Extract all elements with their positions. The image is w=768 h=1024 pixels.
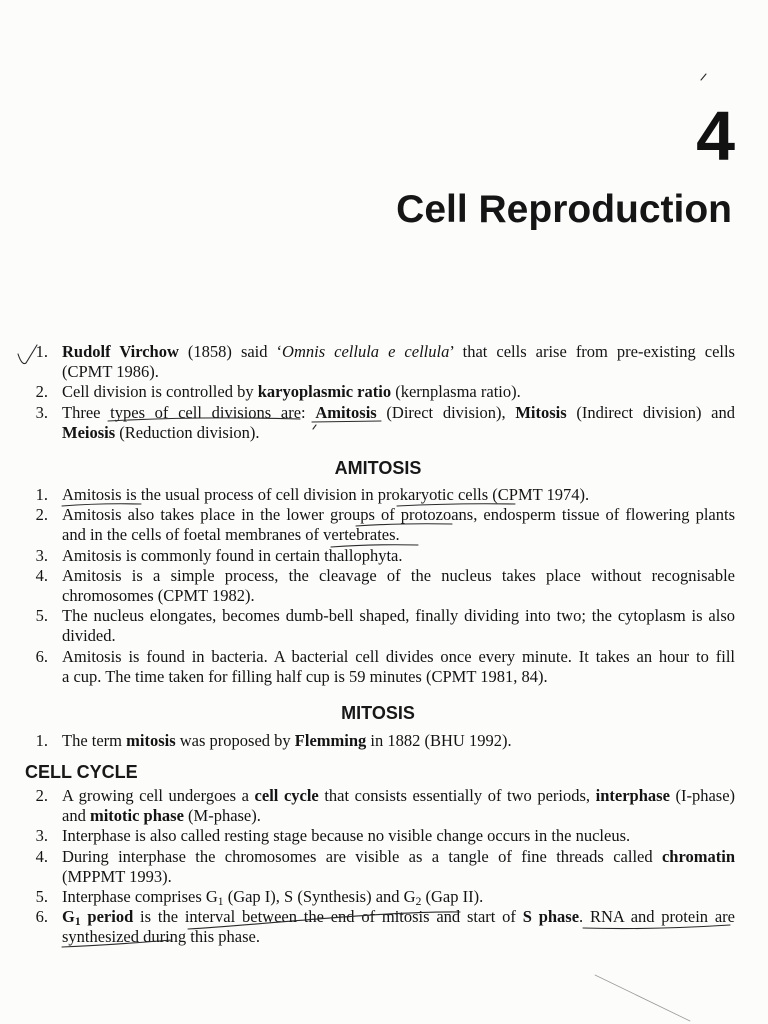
cell-cycle-list — [0, 786, 768, 948]
bold-text: period — [80, 907, 134, 927]
item-number: 1. — [35, 485, 48, 504]
list-item — [0, 606, 768, 646]
item-text — [62, 786, 735, 826]
text-segment: (MPPMT 1993). — [62, 866, 172, 886]
text-line — [62, 342, 735, 362]
list-item — [0, 382, 768, 402]
item-number: 4. — [35, 565, 48, 585]
text-segment: and — [62, 806, 90, 826]
item-text — [62, 606, 735, 646]
item-text — [62, 647, 735, 687]
text-segment: Interphase is also called resting stage because no visible change occurs in the nucleus. — [62, 826, 631, 846]
item-text — [62, 907, 735, 947]
item-text — [62, 566, 735, 606]
list-item — [0, 887, 768, 907]
mitosis-list — [0, 731, 768, 751]
text-line — [62, 626, 735, 646]
text-segment: A growing cell undergoes a — [62, 786, 255, 805]
item-text — [62, 505, 735, 545]
text-segment: Amitosis is commonly found in certain thallophyta. — [62, 545, 403, 565]
bold-text: mitotic phase — [89, 806, 184, 826]
item-number: 3. — [35, 826, 48, 846]
text-segment: chromosomes (CPMT 1982). — [62, 586, 255, 606]
list-item — [0, 786, 768, 826]
list-item — [0, 731, 768, 751]
bold-text: karyoplasmic ratio — [257, 382, 392, 402]
list-item — [0, 342, 768, 382]
text-segment: Amitosis also takes place in the lower groups of protozoans, endosperm tissue of flowering plants — [62, 505, 735, 525]
bold-text: mitosis — [126, 731, 176, 750]
item-number: 2. — [35, 786, 48, 805]
text-segment: Three types of cell divisions are: — [62, 402, 316, 422]
text-line — [62, 362, 735, 382]
item-number: 3. — [35, 402, 48, 422]
bold-text: Meiosis — [62, 422, 116, 442]
text-line — [62, 505, 735, 525]
list-item — [0, 566, 768, 606]
text-line — [62, 806, 735, 826]
subscript-text: 1 — [217, 895, 224, 908]
text-segment: (Reduction division). — [115, 422, 260, 442]
item-text — [62, 847, 735, 887]
text-segment: (Indirect division) and — [566, 402, 736, 422]
pen-stroke — [595, 975, 690, 1021]
text-segment: (M-phase). — [183, 806, 261, 826]
text-line — [62, 566, 735, 586]
italic-text: Omnis cellula e cellula — [282, 342, 450, 361]
item-number: 4. — [35, 846, 48, 866]
text-segment: that consists essentially of two periods, — [318, 786, 596, 805]
item-number: 6. — [35, 907, 48, 927]
item-text — [62, 546, 735, 566]
text-line — [62, 586, 735, 606]
list-item — [0, 546, 768, 566]
text-segment: (Gap II). — [421, 887, 484, 907]
list-item — [0, 826, 768, 846]
item-text — [62, 382, 735, 402]
text-line — [62, 927, 735, 947]
text-line — [62, 382, 735, 402]
text-segment: is the interval between the end of mitosis and start of — [133, 907, 523, 927]
subscript-text: 1 — [74, 916, 81, 929]
text-segment: The nucleus elongates, becomes dumb-bell shaped, finally dividing into two; the cytoplasm is also — [62, 606, 735, 626]
text-line — [62, 403, 735, 423]
bold-text: G — [62, 907, 75, 927]
text-line — [62, 907, 735, 927]
section-heading-cell-cycle: CELL CYCLE — [25, 762, 138, 782]
bold-text: Flemming — [294, 731, 367, 750]
intro-list — [0, 342, 768, 443]
item-text — [62, 731, 735, 751]
text-line — [62, 647, 735, 667]
text-line — [62, 867, 735, 887]
section-heading-mitosis: MITOSIS — [341, 703, 415, 723]
item-number: 3. — [35, 545, 48, 565]
text-segment: divided. — [62, 626, 116, 646]
text-segment: (Gap I), S (Synthesis) and G — [223, 887, 416, 907]
item-number: 6. — [35, 646, 48, 666]
list-item — [0, 403, 768, 443]
list-item — [0, 647, 768, 687]
item-number: 5. — [35, 606, 48, 626]
item-text — [62, 342, 735, 382]
item-number: 5. — [35, 887, 48, 907]
text-segment: and in the cells of foetal membranes of vertebrates. — [62, 525, 400, 545]
text-line — [62, 786, 735, 806]
bold-text: chromatin — [661, 846, 735, 866]
text-line — [62, 546, 735, 566]
chapter-number: 4 — [696, 97, 735, 175]
text-segment: ’ that cells arise from pre-existing cells — [449, 342, 735, 361]
item-text — [62, 887, 735, 907]
text-segment: (I-phase) — [669, 786, 736, 805]
item-number: 2. — [35, 505, 48, 525]
item-text — [62, 826, 735, 846]
text-line — [62, 525, 735, 545]
list-item — [0, 485, 768, 505]
text-segment: During interphase the chromosomes are visible as a tangle of fine threads called — [62, 846, 662, 866]
text-segment: . RNA and protein are — [579, 907, 735, 927]
text-segment: (1858) said ‘ — [178, 342, 283, 361]
text-line — [62, 826, 735, 846]
subscript-text: 2 — [415, 895, 422, 908]
text-line — [62, 423, 735, 443]
text-segment: a cup. The time taken for filling half cup is 59 minutes (CPMT 1981, 84). — [62, 666, 548, 686]
text-line — [62, 667, 735, 687]
pen-tick-mark — [701, 74, 706, 80]
item-text — [62, 403, 735, 443]
amitosis-list — [0, 485, 768, 687]
bold-text: S phase — [522, 907, 580, 927]
text-segment: Amitosis is a simple process, the cleavage of the nucleus takes place without recognisable — [62, 565, 735, 585]
bold-text: cell cycle — [254, 786, 319, 805]
text-line — [62, 606, 735, 626]
text-segment: was proposed by — [175, 731, 295, 750]
bold-text: Rudolf Virchow — [62, 342, 179, 361]
list-item — [0, 847, 768, 887]
text-line — [62, 485, 735, 505]
item-number: 1. — [35, 342, 48, 361]
text-line — [62, 887, 735, 907]
text-segment: (Direct division), — [376, 402, 516, 422]
text-segment: Interphase comprises G — [62, 887, 218, 907]
text-segment: synthesized during this phase. — [62, 927, 260, 947]
text-segment: Amitosis is found in bacteria. A bacterial cell divides once every minute. It takes an hour to fill — [62, 646, 735, 666]
bold-text: Amitosis — [315, 402, 377, 422]
item-number: 1. — [35, 731, 48, 750]
text-segment: The term — [62, 731, 127, 750]
bold-text: Mitosis — [515, 402, 567, 422]
text-line — [62, 731, 735, 751]
text-segment: in 1882 (BHU 1992). — [366, 731, 512, 750]
list-item — [0, 907, 768, 947]
text-segment: Amitosis is the usual process of cell division in prokaryotic cells (CPMT 1974). — [62, 485, 590, 504]
text-segment: (kernplasma ratio). — [391, 382, 521, 402]
text-line — [62, 847, 735, 867]
item-number: 2. — [35, 382, 48, 402]
item-text — [62, 485, 735, 505]
text-segment: (CPMT 1986). — [62, 362, 159, 382]
section-heading-amitosis: AMITOSIS — [334, 458, 422, 478]
bold-text: interphase — [595, 786, 670, 805]
chapter-title: Cell Reproduction — [396, 188, 732, 231]
text-segment: Cell division is controlled by — [62, 382, 258, 402]
list-item — [0, 505, 768, 545]
